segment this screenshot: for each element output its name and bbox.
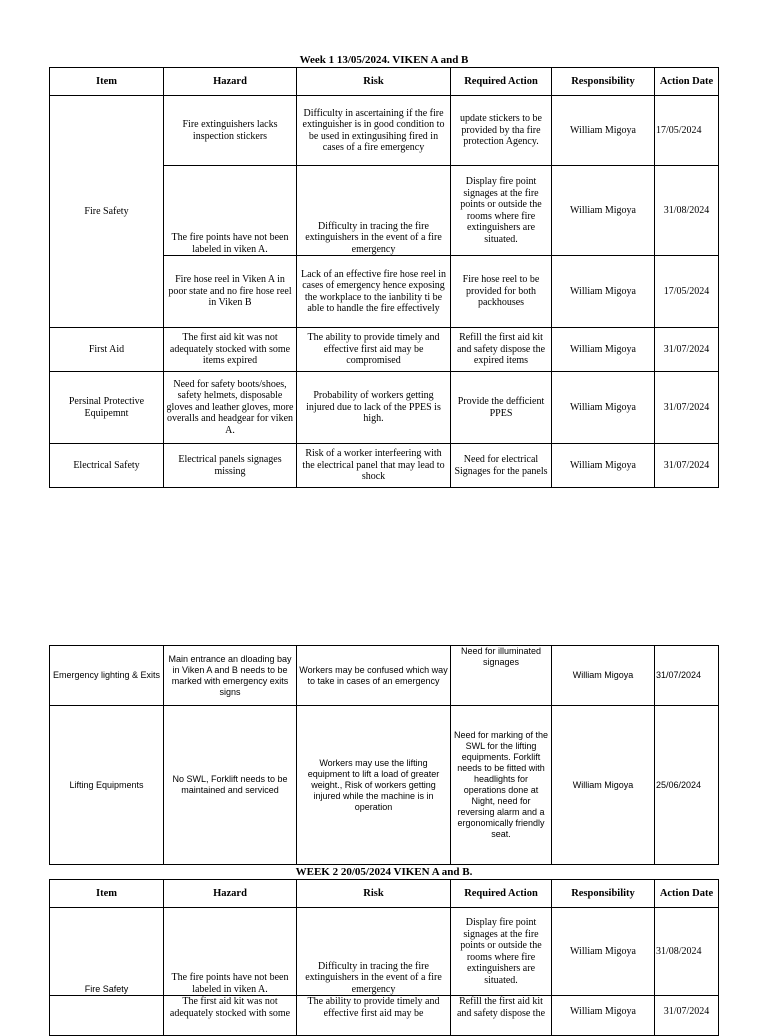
week2-table: [49, 879, 719, 1036]
responsibility-cell: William Migoya: [552, 996, 655, 1036]
hazard-cell: No SWL, Forklift needs to be maintained and serviced: [164, 706, 297, 865]
item-cell: First Aid: [50, 328, 164, 372]
action-cell: Provide the defficient PPES: [451, 372, 552, 444]
header-action-date: Action Date: [655, 880, 719, 908]
action-cell: Display fire point signages at the fire points or outside the rooms where fire extinguishers are situated.: [451, 908, 552, 996]
hazard-cell: The first aid kit was not adequately stocked with some items expired: [164, 328, 297, 372]
risk-cell: Probability of workers getting injured due to lack of the PPES is high.: [297, 372, 451, 444]
table-row: [50, 908, 719, 996]
table-row: [50, 706, 719, 865]
table-header-row: [50, 68, 719, 96]
header-responsibility: Responsibility: [552, 880, 655, 908]
table-header-row: [50, 880, 719, 908]
hazard-cell: Main entrance an dloading bay in Viken A and B needs to be marked with emergency exits signs: [164, 646, 297, 706]
header-hazard: Hazard: [164, 68, 297, 96]
hazard-cell: Fire extinguishers lacks inspection stickers: [164, 96, 297, 166]
date-cell: 31/07/2024: [655, 328, 719, 372]
date-cell: 31/07/2024: [655, 996, 719, 1036]
table-row: [50, 96, 719, 166]
hazard-cell: Need for safety boots/shoes, safety helmets, disposable gloves and leather gloves, more overalls and headgear for viken A.: [164, 372, 297, 444]
header-risk: Risk: [297, 880, 451, 908]
action-cell: Fire hose reel to be provided for both packhouses: [451, 256, 552, 328]
hazard-cell: The fire points have not been labeled in viken A.: [164, 908, 297, 996]
action-cell: update stickers to be provided by tha fire protection Agency.: [451, 96, 552, 166]
risk-cell: The ability to provide timely and effective first aid may be compromised: [297, 328, 451, 372]
action-cell: Need for illuminated signages: [451, 646, 552, 706]
date-cell: 17/05/2024: [655, 96, 719, 166]
item-cell: Persinal Protective Equipemnt: [50, 372, 164, 444]
item-cell: [50, 996, 164, 1036]
week2-title: WEEK 2 20/05/2024 VIKEN A and B.: [295, 866, 473, 878]
hazard-cell: The fire points have not been labeled in viken A.: [164, 166, 297, 256]
responsibility-cell: William Migoya: [552, 328, 655, 372]
week1-table: [49, 67, 719, 488]
header-responsibility: Responsibility: [552, 68, 655, 96]
risk-cell: Difficulty in ascertaining if the fire extinguisher is in good condition to be used in extingusihing fired in cases of a fire emergency: [297, 96, 451, 166]
risk-cell: The ability to provide timely and effective first aid may be: [297, 996, 451, 1036]
date-cell: 25/06/2024: [655, 706, 719, 865]
table-row: [50, 646, 719, 706]
item-cell: Fire Safety: [50, 96, 164, 328]
item-cell: Lifting Equipments: [50, 706, 164, 865]
table-row: [50, 372, 719, 444]
header-required-action: Required Action: [451, 68, 552, 96]
date-cell: 31/08/2024: [655, 166, 719, 256]
item-cell: Emergency lighting & Exits: [50, 646, 164, 706]
header-hazard: Hazard: [164, 880, 297, 908]
item-cell: Electrical Safety: [50, 444, 164, 488]
responsibility-cell: William Migoya: [552, 706, 655, 865]
table-row: [50, 328, 719, 372]
week1-title: Week 1 13/05/2024. VIKEN A and B: [299, 54, 469, 66]
header-required-action: Required Action: [451, 880, 552, 908]
date-cell: 17/05/2024: [655, 256, 719, 328]
responsibility-cell: William Migoya: [552, 372, 655, 444]
table-row: [50, 996, 719, 1036]
hazard-cell: Fire hose reel in Viken A in poor state and no fire hose reel in Viken B: [164, 256, 297, 328]
date-cell: 31/08/2024: [655, 908, 719, 996]
responsibility-cell: William Migoya: [552, 444, 655, 488]
risk-cell: Difficulty in tracing the fire extinguishers in the event of a fire emergency: [297, 908, 451, 996]
header-risk: Risk: [297, 68, 451, 96]
date-cell: 31/07/2024: [655, 646, 719, 706]
continuation-table: [49, 645, 719, 865]
header-action-date: Action Date: [655, 68, 719, 96]
risk-cell: Lack of an effective fire hose reel in cases of emergency hence exposing the workplace to the ianbility ti be able to handle the fire effectively: [297, 256, 451, 328]
responsibility-cell: William Migoya: [552, 908, 655, 996]
responsibility-cell: William Migoya: [552, 646, 655, 706]
date-cell: 31/07/2024: [655, 372, 719, 444]
hazard-cell: Electrical panels signages missing: [164, 444, 297, 488]
date-cell: 31/07/2024: [655, 444, 719, 488]
action-cell: Refill the first aid kit and safety dispose the: [451, 996, 552, 1036]
action-cell: Display fire point signages at the fire points or outside the rooms where fire extinguishers are situated.: [451, 166, 552, 256]
risk-cell: Difficulty in tracing the fire extinguishers in the event of a fire emergency: [297, 166, 451, 256]
risk-cell: Workers may be confused which way to take in cases of an emergency: [297, 646, 451, 706]
hazard-cell: The first aid kit was not adequately stocked with some: [164, 996, 297, 1036]
action-cell: Need for electrical Signages for the panels: [451, 444, 552, 488]
risk-cell: Risk of a worker interfeering with the electrical panel that may lead to shock: [297, 444, 451, 488]
header-item: Item: [50, 880, 164, 908]
risk-cell: Workers may use the lifting equipment to lift a load of greater weight., Risk of workers getting injured while the machine is in operation: [297, 706, 451, 865]
table-row: [50, 444, 719, 488]
header-item: Item: [50, 68, 164, 96]
responsibility-cell: William Migoya: [552, 96, 655, 166]
responsibility-cell: William Migoya: [552, 256, 655, 328]
item-cell: Fire Safety: [50, 908, 164, 996]
responsibility-cell: William Migoya: [552, 166, 655, 256]
action-cell: Refill the first aid kit and safety dispose the expired items: [451, 328, 552, 372]
action-cell: Need for marking of the SWL for the lifting equipments. Forklift needs to be fitted with headlights for operations done at Night, need for reversing alarm and a ergonomically friendly seat.: [451, 706, 552, 865]
